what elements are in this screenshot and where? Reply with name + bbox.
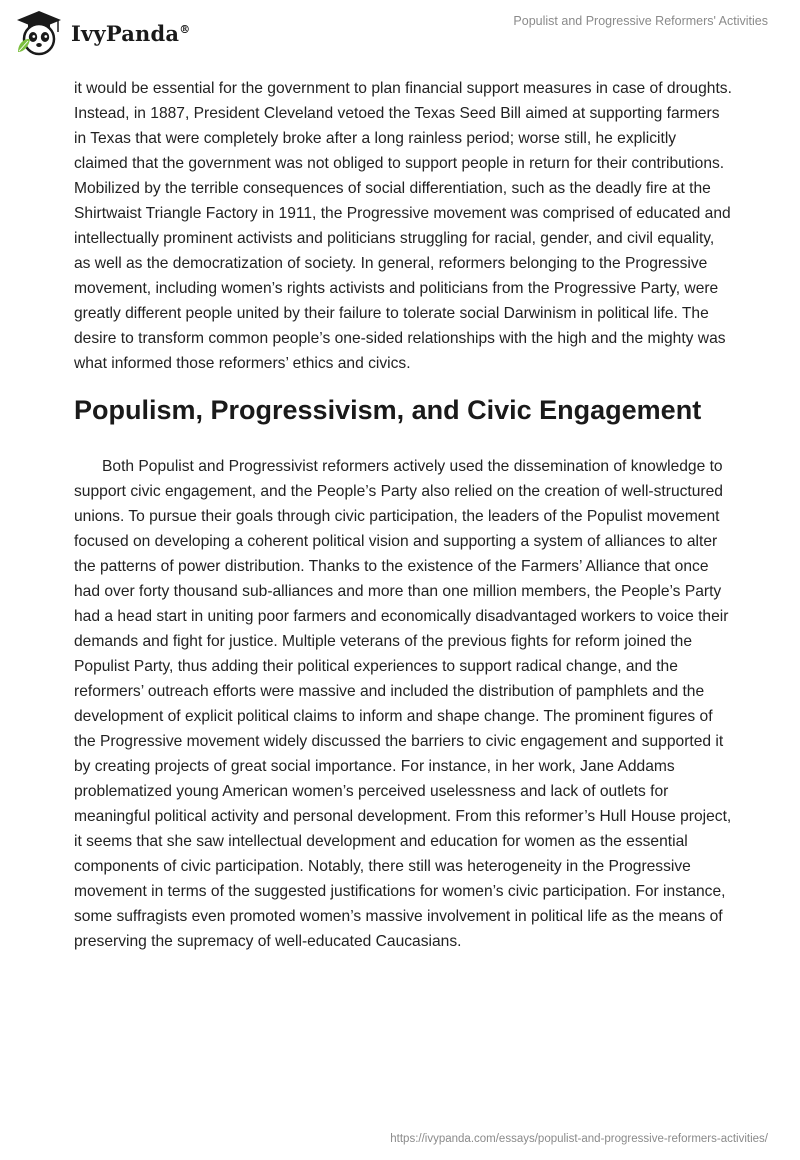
paragraph: it would be essential for the government to plan financial support measures in case of droughts. Instead, in 1887, President Cleveland vetoed the Texas Seed Bill aimed at supporting farmers in Texas that were completely broke after a long rainless period; worse still, he explicitly claimed that the government was not obliged to support people in return for their contributions. Mobilized by the terrible consequences of social differentiation, such as the deadly fire at the Shirtwaist Triangle Factory in 1911, the Progressive movement was comprised of educated and intellectually prominent activists and politicians struggling for racial, gender, and civil equality, as well as the democratization of society. In general, reformers belonging to the Progressive movement, including women’s rights activists and politicians from the Progressive Party, were greatly different people united by their failure to tolerate social Darwinism in political life. The desire to transform common people’s one-sided relationships with the high and the mighty was what informed those reformers’ ethics and civics. <box>74 80 732 372</box>
panda-graduate-icon <box>14 8 64 58</box>
article-body <box>74 76 734 954</box>
brand-name: IvyPanda® <box>71 20 191 46</box>
document-title: Populist and Progressive Reformers' Activities <box>513 14 768 28</box>
paragraph: Both Populist and Progressivist reformers actively used the dissemination of knowledge to support civic engagement, and the People’s Party also relied on the creation of well-structured unions. To pursue their goals through civic participation, the leaders of the Populist movement focused on developing a coherent political vision and supporting a system of alliances to alter the patterns of power distribution. Thanks to the existence of the Farmers’ Alliance that once had over forty thousand sub-alliances and more than one million members, the People’s Party had a head start in uniting poor farmers and economically disadvantaged workers to voice their demands and fight for justice. Multiple veterans of the previous fights for reform joined the Populist Party, thus adding their political experiences to support radical change, and the reformers’ outreach efforts were massive and included the distribution of pamphlets and the development of explicit political claims to inform and shape change. The prominent figures of the Progressive movement widely discussed the barriers to civic engagement and supported it by creating projects of great social importance. For instance, in her work, Jane Addams problematized young American women’s perceived uselessness and lack of outlets for meaningful political activity and personal development. From this reformer’s Hull House project, it seems that she saw intellectual development and education for women as the essential components of civic participation. Notably, there still was heterogeneity in the Progressive movement in terms of the suggested justifications for women’s civic participation. For instance, some suffragists even promoted women’s massive involvement in political life as the means of preserving the supremacy of well-educated Caucasians. <box>74 458 732 950</box>
section-heading: Populism, Progressivism, and Civic Engagement <box>74 395 702 425</box>
ivypanda-logo[interactable] <box>14 8 190 58</box>
page-header <box>0 0 800 70</box>
source-url[interactable]: https://ivypanda.com/essays/populist-and-progressive-reformers-activities/ <box>390 1133 768 1145</box>
